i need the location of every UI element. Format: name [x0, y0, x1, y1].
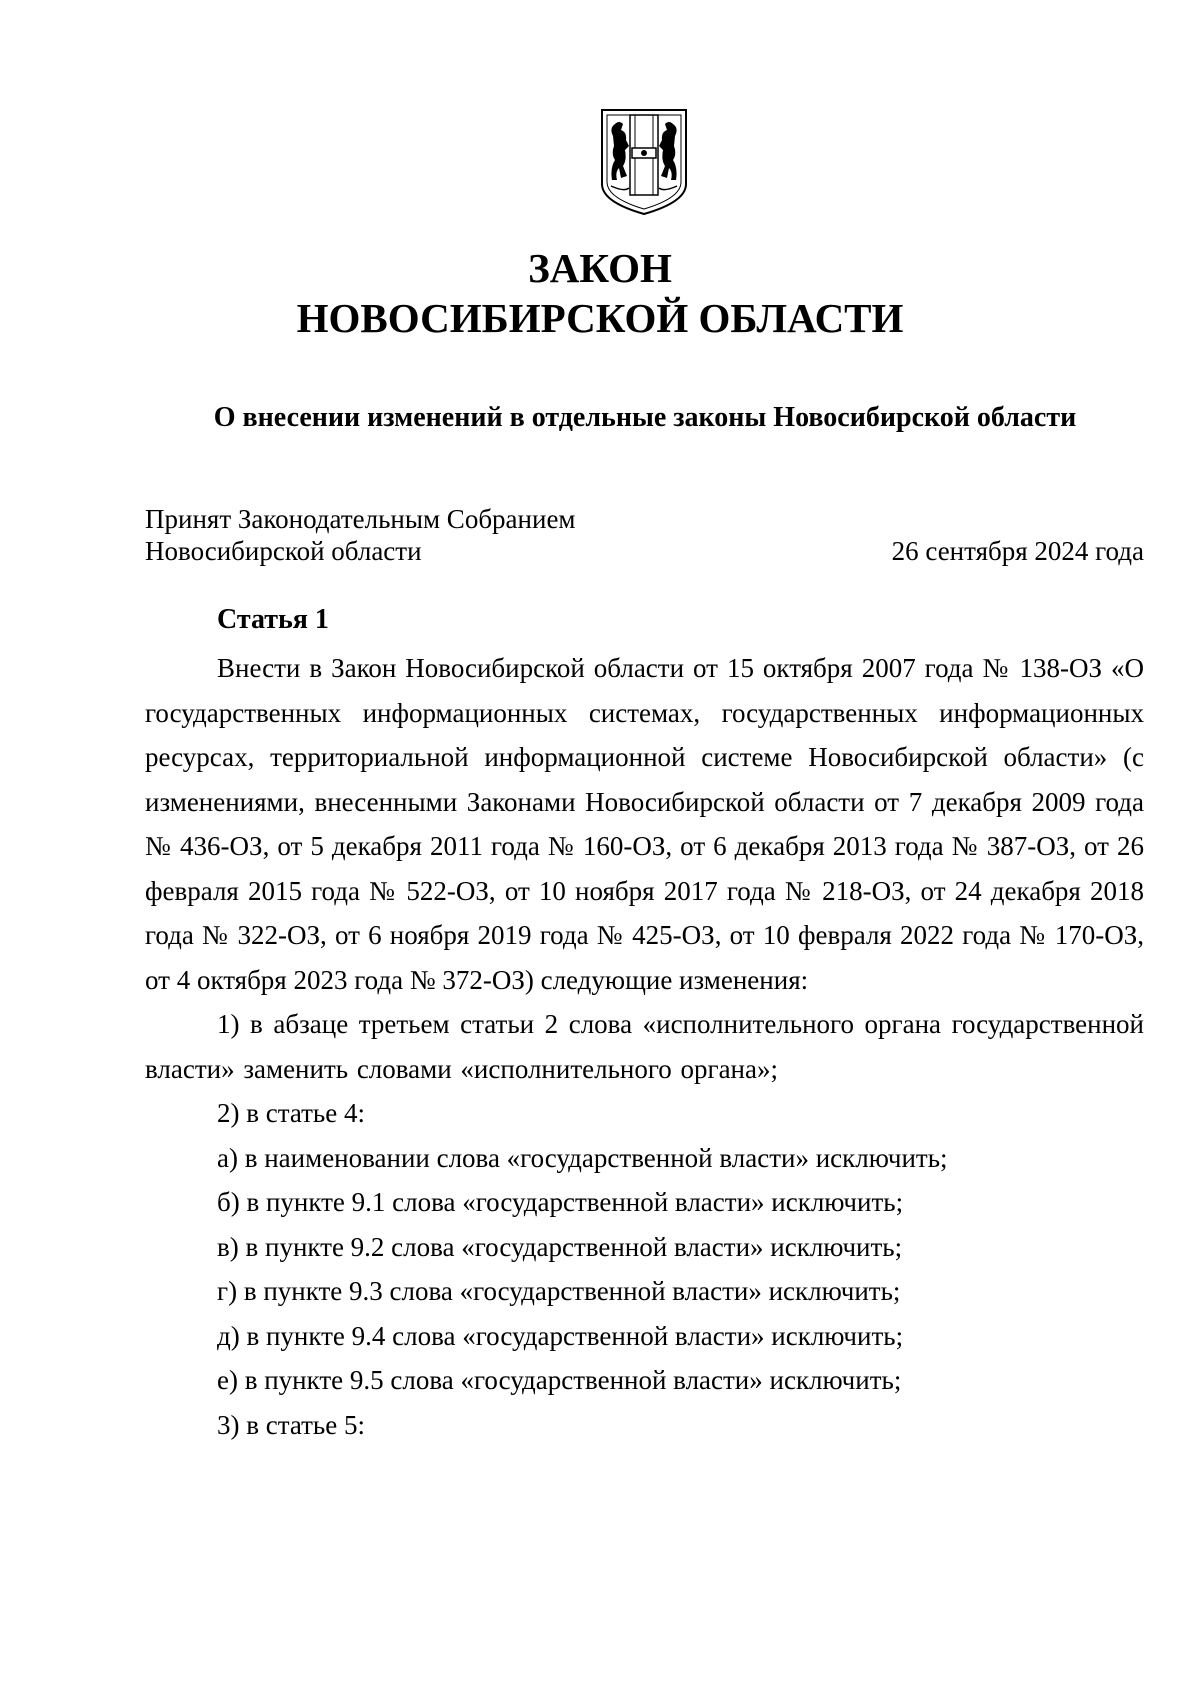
law-subtitle: О внесении изменений в отдельные законы Новосибирской области — [213, 402, 1077, 433]
article-item-1: 1) в абзаце третьем статьи 2 слова «исполнительного органа государственной власти» заменить словами «исполнительного органа»; — [145, 1009, 1144, 1084]
article-intro-paragraph: Внести в Закон Новосибирской области от 15 октября 2007 года № 138-ОЗ «О государственных информационных системах, государственных информационных ресурсах, территориальной информационной системе Новосибирской области» (с изменениями, внесенными Законами Новосибирской области от 7 декабря 2009 года № 436-ОЗ, от 5 декабря 2011 года № 160-ОЗ, от 6 декабря 2013 года № 387-ОЗ, от 26 февраля 2015 года № 522-ОЗ, от 10 ноября 2017 года № 218-ОЗ, от 24 декабря 2018 года № 322-ОЗ, от 6 ноября 2019 года № 425-ОЗ, от 10 февраля 2022 года № 170-ОЗ, от 4 октября 2023 года № 372-ОЗ) следующие изменения: — [145, 653, 1144, 995]
coat-of-arms-icon — [599, 106, 689, 216]
adoption-line-1: Принят Законодательным Собранием — [145, 504, 576, 534]
article-subitem: в) в пункте 9.2 слова «государственной власти» исключить; — [217, 1231, 903, 1262]
adoption-line-2: Новосибирской области — [145, 536, 422, 566]
law-region-title: НОВОСИБИРСКОЙ ОБЛАСТИ — [296, 295, 904, 341]
article-subitem: а) в наименовании слова «государственной власти» исключить; — [217, 1142, 948, 1173]
article-subitem: д) в пункте 9.4 слова «государственной власти» исключить; — [217, 1320, 904, 1351]
adoption-date: 26 сентября 2024 года — [891, 536, 1144, 566]
law-title: ЗАКОН — [528, 245, 672, 291]
article-subitem: г) в пункте 9.3 слова «государственной власти» исключить; — [217, 1276, 901, 1306]
article-heading: Статья 1 — [217, 604, 329, 635]
article-item: 2) в статье 4: — [217, 1098, 365, 1128]
article-subitem: е) в пункте 9.5 слова «государственной власти» исключить; — [217, 1365, 902, 1395]
article-item: 3) в статье 5: — [217, 1409, 365, 1440]
article-body — [145, 646, 1144, 1447]
article-subitem: б) в пункте 9.1 слова «государственной власти» исключить; — [217, 1187, 904, 1217]
adoption-block — [145, 503, 576, 567]
